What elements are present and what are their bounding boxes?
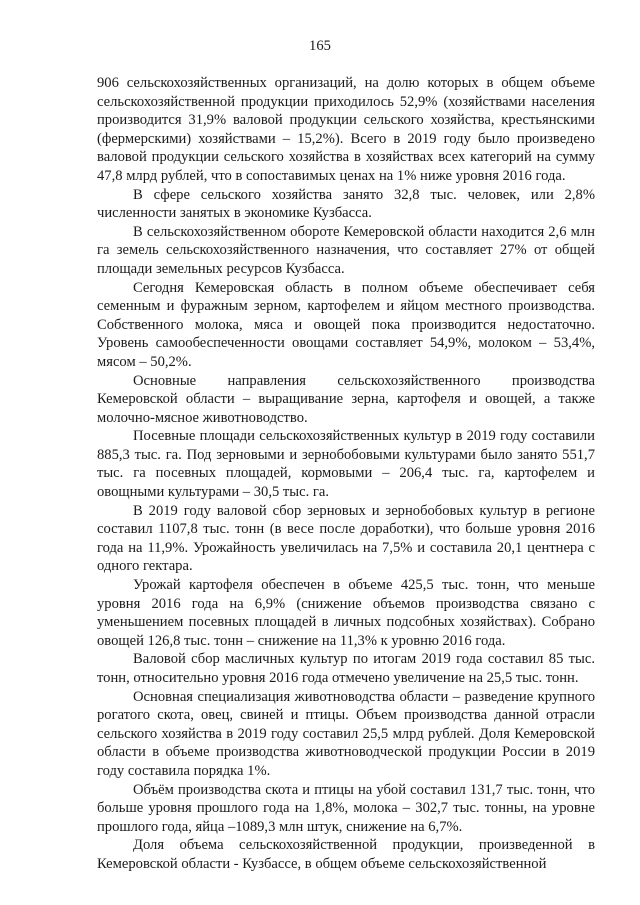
paragraph-10: Основная специализация животноводства области – разведение крупного рогатого скота, овец, свиней и птицы. Объем производства данной отрасли сельского хозяйства в 2019 году составил 25,5 млрд рублей. Доля Кемеровской области в объеме производства животноводческой продукции России в 2019 году составила порядка 1%. <box>97 688 595 779</box>
paragraph-4: Сегодня Кемеровская область в полном объеме обеспечивает себя семенным и фуражным зерном, картофелем и яйцом местного производства. Собственного молока, мяса и овощей пока производится недостаточно. Уровень самообеспеченности овощами составляет 54,9%, молоком – 53,4%, мясом – 50,2%. <box>97 279 595 370</box>
paragraph-1: 906 сельскохозяйственных организаций, на долю которых в общем объеме сельскохозяйственной продукции приходилось 52,9% (хозяйствами населения производится 31,9% валовой продукции сельского хозяйства, крестьянскими (фермерскими) хозяйствами – 15,2%). Всего в 2019 году было произведено валовой продукции сельского хозяйства в хозяйствах всех категорий на сумму 47,8 млрд рублей, что в сопоставимых ценах на 1% ниже уровня 2016 года. <box>97 75 595 184</box>
page-number: 165 <box>309 38 331 54</box>
paragraph-11: Объём производства скота и птицы на убой составил 131,7 тыс. тонн, что больше уровня прошлого года на 1,8%, молока – 302,7 тыс. тонны, на уровне прошлого года, яйца –1089,3 млн штук, снижение на 6,7%. <box>97 781 595 835</box>
paragraph-7: В 2019 году валовой сбор зерновых и зернобобовых культур в регионе составил 1107,8 тыс. тонн (в весе после доработки), что больше уровня 2016 года на 11,9%. Урожайность увеличилась на 7,5% и составила 20,1 центнера с одного гектара. <box>97 502 595 575</box>
paragraph-6: Посевные площади сельскохозяйственных культур в 2019 году составили 885,3 тыс. га. Под зерновыми и зернобобовыми культурами было занято 551,7 тыс. га посевных площадей, кормовыми – 206,4 тыс. га, картофелем и овощными культурами – 30,5 тыс. га. <box>97 428 595 501</box>
body-text <box>97 74 595 874</box>
paragraph-8: Урожай картофеля обеспечен в объеме 425,5 тыс. тонн, что меньше уровня 2016 года на 6,9% (снижение объемов производства связано с уменьшением посевных площадей в личных подсобных хозяйствах). Собрано овощей 126,8 тыс. тонн – снижение на 11,3% к уровню 2016 года. <box>97 577 595 649</box>
paragraph-9: Валовой сбор масличных культур по итогам 2019 года составил 85 тыс. тонн, относительно уровня 2016 года отмечено увеличение на 25,5 тыс. тонн. <box>97 651 595 686</box>
paragraph-2: В сфере сельского хозяйства занято 32,8 тыс. человек, или 2,8% численности занятых в экономике Кузбасса. <box>97 186 595 222</box>
paragraph-3: В сельскохозяйственном обороте Кемеровской области находится 2,6 млн га земель сельскохозяйственного назначения, что составляет 27% от общей площади земельных ресурсов Кузбасса. <box>97 223 595 277</box>
paragraph-5: Основные направления сельскохозяйственного производства Кемеровской области – выращивание зерна, картофеля и овощей, а также молочно-мясное животноводство. <box>97 372 595 426</box>
paragraph-12: Доля объема сельскохозяйственной продукции, произведенной в Кемеровской области - Кузбассе, в общем объеме сельскохозяйственной <box>97 837 595 872</box>
